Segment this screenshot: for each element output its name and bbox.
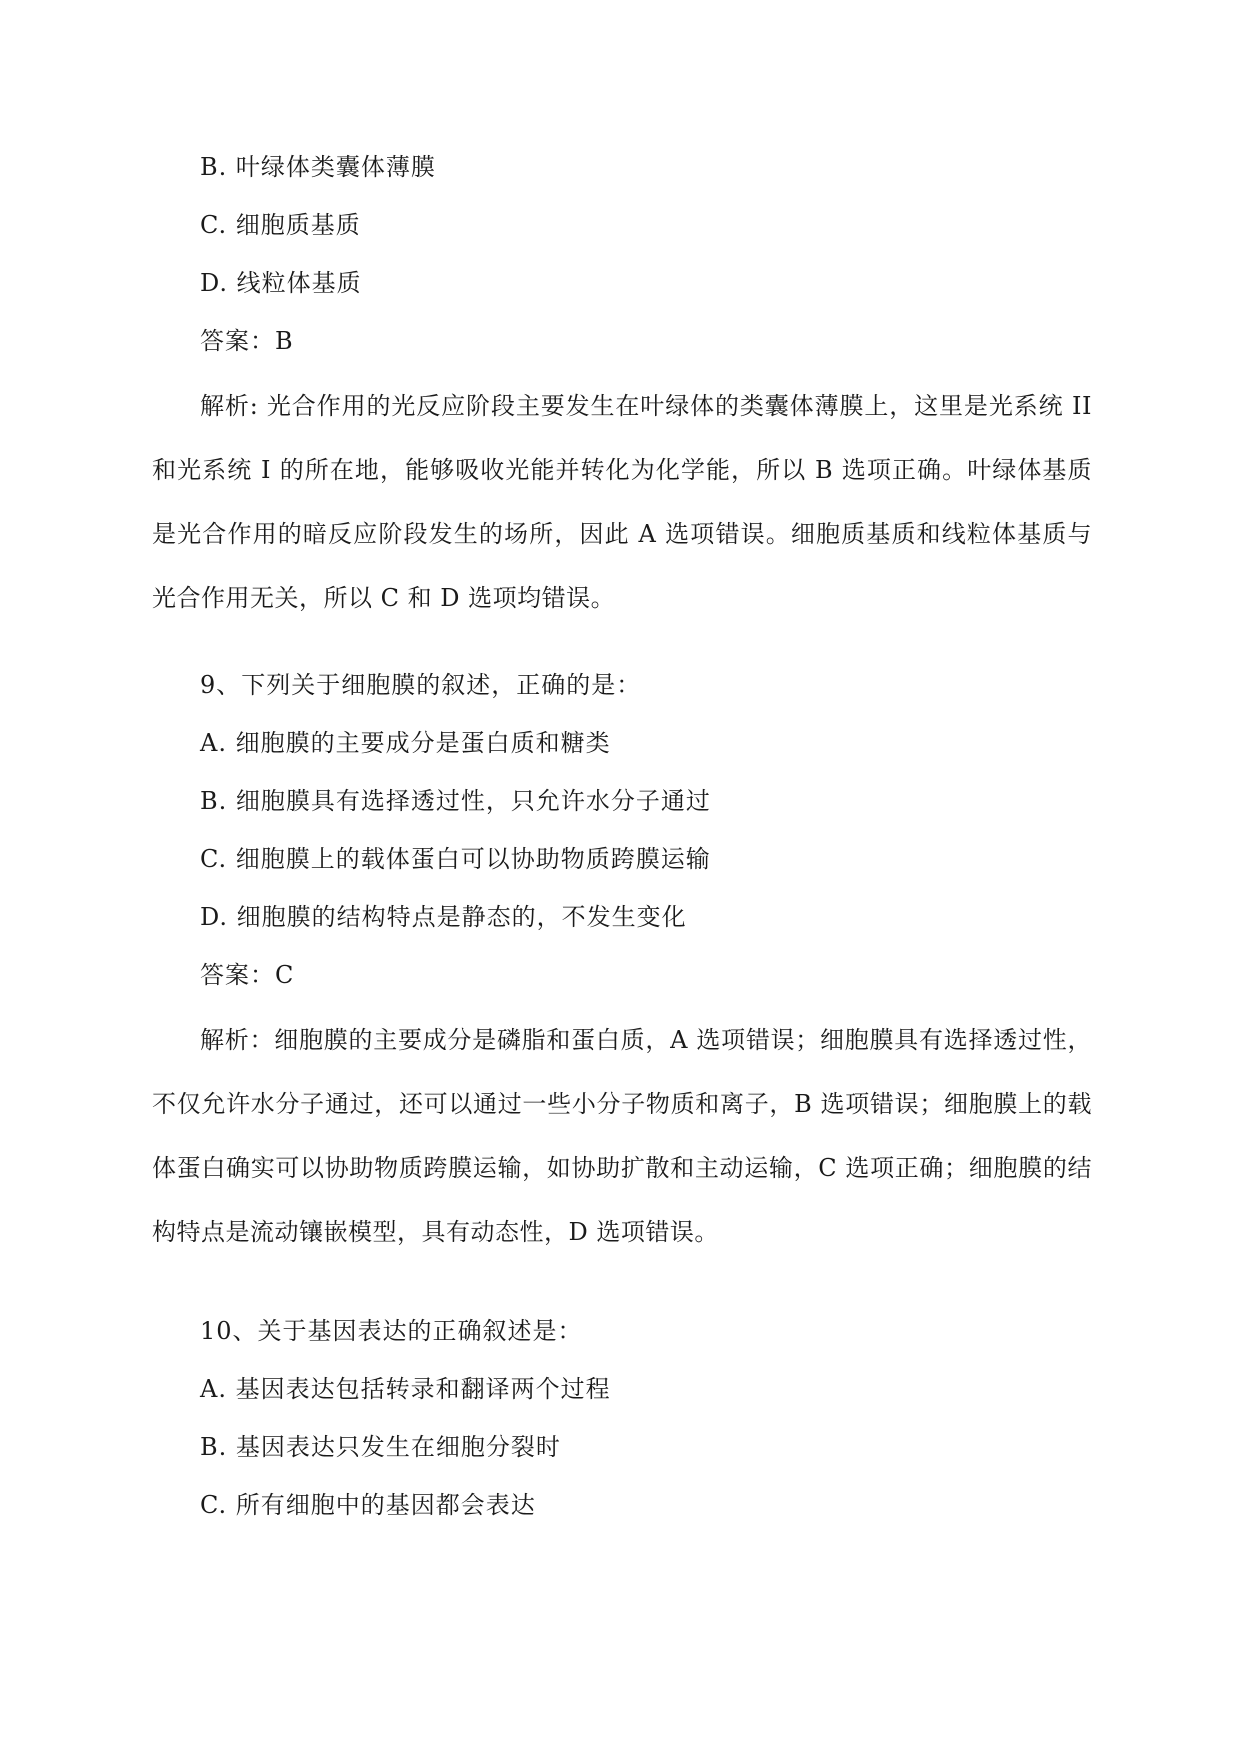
q9-answer: 答案：C <box>200 961 295 989</box>
q9-option-a: A. 细胞膜的主要成分是蛋白质和糖类 <box>200 729 611 757</box>
q8-explanation: 解析: 光合作用的光反应阶段主要发生在叶绿体的类囊体薄膜上，这里是光系统 II 和光系统 I 的所在地，能够吸收光能并转化为化学能，所以 B 选项正确。叶绿体基质是光合作用的暗反应阶段发生的场所，因此 A 选项错误。细胞质基质和线粒体基质与光合作用无关，所以 C 和 D 选项均错误。 <box>152 392 1092 612</box>
q8-answer: 答案：B <box>200 327 294 355</box>
q10-option-c: C. 所有细胞中的基因都会表达 <box>200 1491 536 1519</box>
q8-option-c: C. 细胞质基质 <box>200 211 361 239</box>
q9-option-c: C. 细胞膜上的载体蛋白可以协助物质跨膜运输 <box>200 845 711 873</box>
q9-option-b: B. 细胞膜具有选择透过性，只允许水分子通过 <box>200 787 711 815</box>
q10-option-b: B. 基因表达只发生在细胞分裂时 <box>200 1433 561 1461</box>
q10-stem: 10、关于基因表达的正确叙述是： <box>200 1317 583 1345</box>
q8-option-b: B. 叶绿体类囊体薄膜 <box>200 153 436 181</box>
q8-option-d: D. 线粒体基质 <box>200 269 362 297</box>
q9-explanation: 解析：细胞膜的主要成分是磷脂和蛋白质，A 选项错误；细胞膜具有选择透过性，不仅允许水分子通过，还可以通过一些小分子物质和离子，B 选项错误；细胞膜上的载体蛋白确实可以协助物质跨膜运输，如协助扩散和主动运输，C 选项正确；细胞膜的结构特点是流动镶嵌模型，具有动态性，D 选项错误。 <box>152 1026 1092 1246</box>
q9-stem: 9、下列关于细胞膜的叙述，正确的是： <box>200 671 642 699</box>
q10-option-a: A. 基因表达包括转录和翻译两个过程 <box>200 1375 611 1403</box>
q9-option-d: D. 细胞膜的结构特点是静态的，不发生变化 <box>200 903 687 931</box>
